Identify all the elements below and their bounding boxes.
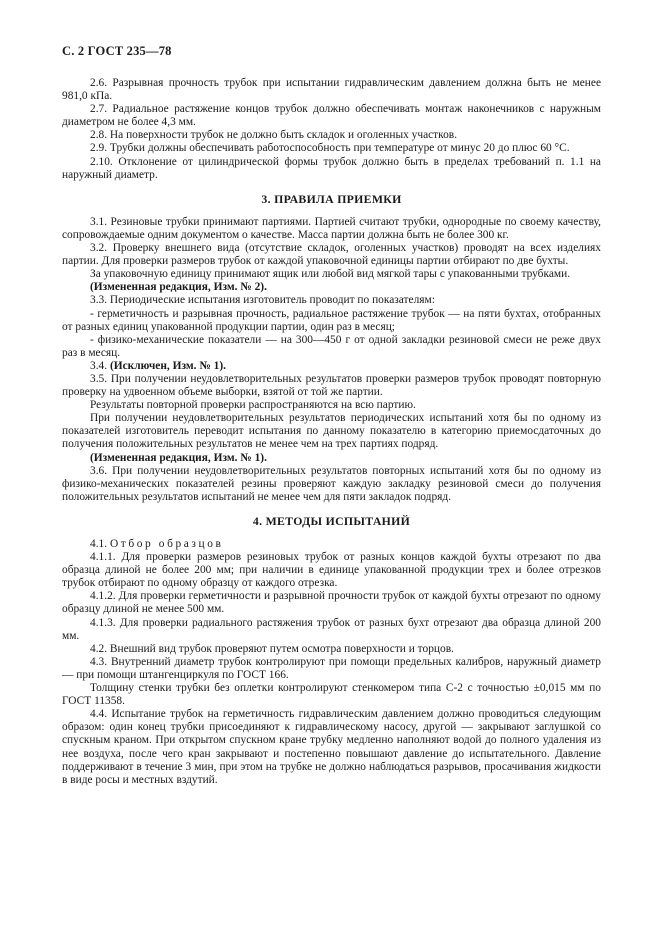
paragraph-3-4-number: 3.4. [90,359,110,372]
paragraph-3-2: 3.2. Проверку внешнего вида (отсутствие складок, оголенных участков) проводят на всех изделиях партии. Для проверки размеров трубок от каждой упаковочной единицы партии отбирают по две бухты. [62,242,601,268]
paragraph-2-7: 2.7. Радиальное растяжение концов трубок должно обеспечивать монтаж наконечников с наружным диаметром не более 4,3 мм. [62,103,601,129]
paragraph-4-1-number: 4.1. [90,538,110,550]
paragraph-3-6: 3.6. При получении неудовлетворительных результатов повторных испытаний хотя бы по одному из физико-механических показателей резины проверяют каждую закладку резиновой смеси до получения положительных результатов испытаний не менее чем для пяти закладок подряд. [62,464,601,503]
page-header: С. 2 ГОСТ 235—78 [62,44,172,58]
paragraph-3-3-item-2: - физико-механические показатели — на 300—450 г от одной закладки резиновой смеси не реже двух раз в месяц. [62,333,601,359]
paragraph-3-1: 3.1. Резиновые трубки принимают партиями. Партией считают трубки, однородные по своему качеству, сопровождаемые одним документом о качестве. Масса партии должна быть не более 300 кг. [62,215,601,241]
paragraph-4-3: 4.3. Внутренний диаметр трубок контролируют при помощи предельных калибров, наружный диаметр — при помощи штангенциркуля по ГОСТ 166. [62,655,601,681]
document-body [62,77,601,787]
paragraph-3-4 [62,360,601,373]
paragraph-2-8: 2.8. На поверхности трубок не должно быть складок и оголенных участков. [90,129,458,142]
paragraph-3-2-cont: За упаковочную единицу принимают ящик или любой вид мягкой тары с упакованными трубками. [90,268,571,281]
paragraph-3-4-excluded: (Исключен, Изм. № 1). [109,359,226,372]
section-4-title: 4. МЕТОДЫ ИСПЫТАНИЙ [252,513,411,528]
amendment-note-2: (Измененная редакция, Изм. № 2). [90,281,267,294]
paragraph-3-5-cont-2: При получении неудовлетворительных результатов периодических испытаний хотя бы по одному из показателей изготовитель переводит испытания по данному показателю в категорию приемосдаточных до получения положительных результатов не менее чем на трех партиях подряд. [62,412,601,451]
paragraph-3-3-item-1: - герметичность и разрывная прочность, радиальное растяжение трубок — на пяти бухтах, отобранных от разных единиц упакованной продукции партии, один раз в месяц; [62,307,601,333]
amendment-note-1: (Измененная редакция, Изм. № 1). [90,451,267,464]
paragraph-4-1-3: 4.1.3. Для проверки радиального растяжения трубок от разных бухт отрезают два образца длиной 200 мм. [62,616,601,642]
paragraph-3-3: 3.3. Периодические испытания изготовитель проводит по показателям: [90,294,435,307]
paragraph-2-6: 2.6. Разрывная прочность трубок при испытании гидравлическим давлением должна быть не менее 981,0 кПа. [62,77,601,103]
paragraph-4-3-cont: Толщину стенки трубки без оплетки контролируют стенкомером типа С-2 с точностью ±0,015 мм по ГОСТ 11358. [62,682,601,708]
paragraph-2-9: 2.9. Трубки должны обеспечивать работоспособность при температуре от минус 20 до плюс 60 °С. [90,142,570,155]
paragraph-4-1-2: 4.1.2. Для проверки герметичности и разрывной прочности трубок от каждой бухты отрезают по одному образцу длиной не менее 500 мм. [62,590,601,616]
section-3-title: 3. ПРАВИЛА ПРИЕМКИ [261,191,402,206]
paragraph-4-4: 4.4. Испытание трубок на герметичность гидравлическим давлением должно проводиться следующим образом: один конец трубки присоединяют к гидравлическому насосу, другой — закрывают заглушкой со спускным краном. При открытом спускном кране трубку медленно наполняют водой до полного удаления из нее воздуха, после чего кран закрывают и постепенно повышают давление до испытательного. Давление поддерживают в течение 3 мин, при этом на трубке не должно наблюдаться разрывов, просачивания жидкости в виде росы и местных вздутий. [62,708,601,786]
paragraph-4-1 [62,538,601,551]
paragraph-4-2: 4.2. Внешний вид трубок проверяют путем осмотра поверхности и торцов. [90,642,454,655]
paragraph-3-5: 3.5. При получении неудовлетворительных результатов проверки размеров трубок проводят повторную проверку на удвоенном объеме выборки, взятой от той же партии. [62,372,601,399]
paragraph-3-5-cont: Результаты повторной проверки распространяются на всю партию. [90,399,416,412]
paragraph-4-1-1: 4.1.1. Для проверки размеров резиновых трубок от разных концов каждой бухты отрезают по два образца длиной не более 200 мм; при наличии в единице упакованной продукции трех и более отрезков трубок отбирают по одному образцу от каждого отрезка. [62,551,601,590]
paragraph-2-10: 2.10. Отклонение от цилиндрической формы трубок должно быть в пределах требований п. 1.1 на наружный диаметр. [62,155,601,181]
paragraph-4-1-heading: Отбор образцов [109,538,224,550]
